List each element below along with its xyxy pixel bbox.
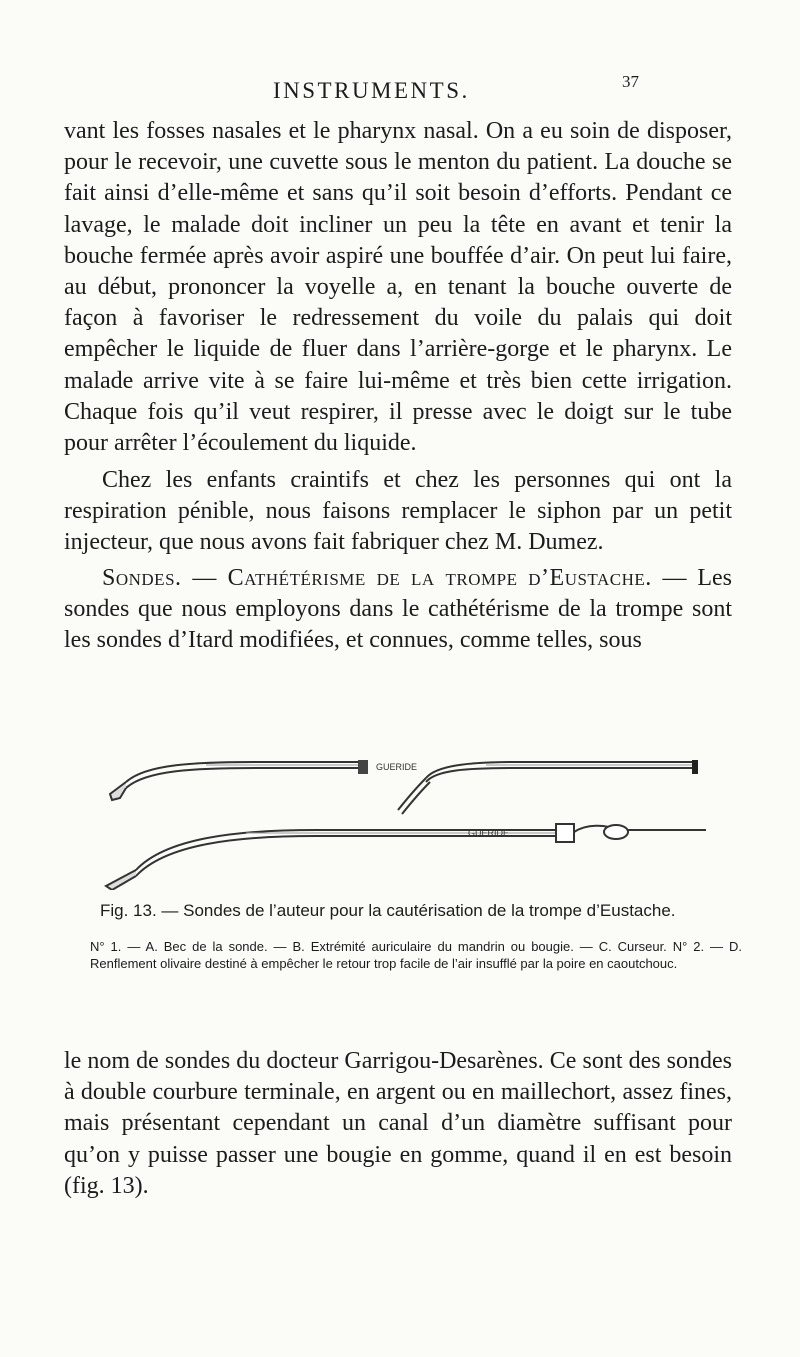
page-number: 37 (622, 72, 639, 91)
figure-legend: N° 1. — A. Bec de la sonde. — B. Extrémité auriculaire du mandrin ou bougie. — C. Curseur. N° 2. — D. Renflement olivaire destiné à empêcher le retour trop facile de l’air insufflé par la poire en caoutchouc. (90, 939, 742, 971)
paragraph-sondes (64, 563, 732, 657)
sonde-1-label: GUERIDE (376, 762, 418, 772)
page-header (0, 70, 800, 110)
figure-sondes (96, 760, 706, 890)
paragraph-sondes-body: Les sondes que nous employons dans le cathétérisme de la trompe sont les sondes d’Itard modifiées, et connues, comme telles, sous (64, 565, 732, 654)
running-head: INSTRUMENTS. (273, 78, 470, 103)
paragraph-douche: vant les fosses nasales et le pharynx nasal. On a eu soin de disposer, pour le recevoir, une cuvette sous le menton du patient. La douche se fait ainsi d’elle-même et sans qu’il soit besoin d’efforts. Pendant ce lavage, le malade doit incliner un peu la tête en avant et tenir la bouche fermée après avoir aspiré une bouffée d’air. On peut lui faire, au début, prononcer la voyelle a, en tenant la bouche ouverte de façon à favoriser le redressement du voile du palais qui doit empêcher le liquide de fluer dans l’arrière-gorge et le pharynx. Le malade arrive vite à se faire lui-même et très bien cette irrigation. Chaque fois qu’il veut respirer, il presse avec le doigt sur le tube pour arrêter l’écoulement du liquide. (64, 118, 732, 457)
sonde-1-drawing (110, 760, 698, 814)
sonde-2-label: GUERIDE (468, 828, 510, 838)
sondes-illustration (96, 760, 706, 890)
paragraph-injecteur: Chez les enfants craintifs et chez les personnes qui ont la respiration pénible, nous faisons remplacer le siphon par un petit injecteur, que nous avons fait fabriquer chez M. Dumez. (64, 467, 732, 556)
section-heading: Sondes. — Cathétérisme de la trompe d’Eustache. — (102, 565, 688, 591)
paragraph-garrigou: le nom de sondes du docteur Garrigou-Desarènes. Ce sont des sondes à double courbure terminale, en argent ou en maillechort, assez fines, mais présentant cependant un canal d’un diamètre suffisant pour qu’on y puisse passer une bougie en gomme, quand il en est besoin (fig. 13). (64, 1048, 732, 1199)
sonde-2-drawing (106, 824, 706, 890)
figure-caption: Fig. 13. — Sondes de l’auteur pour la cautérisation de la trompe d’Eustache. (100, 901, 676, 920)
